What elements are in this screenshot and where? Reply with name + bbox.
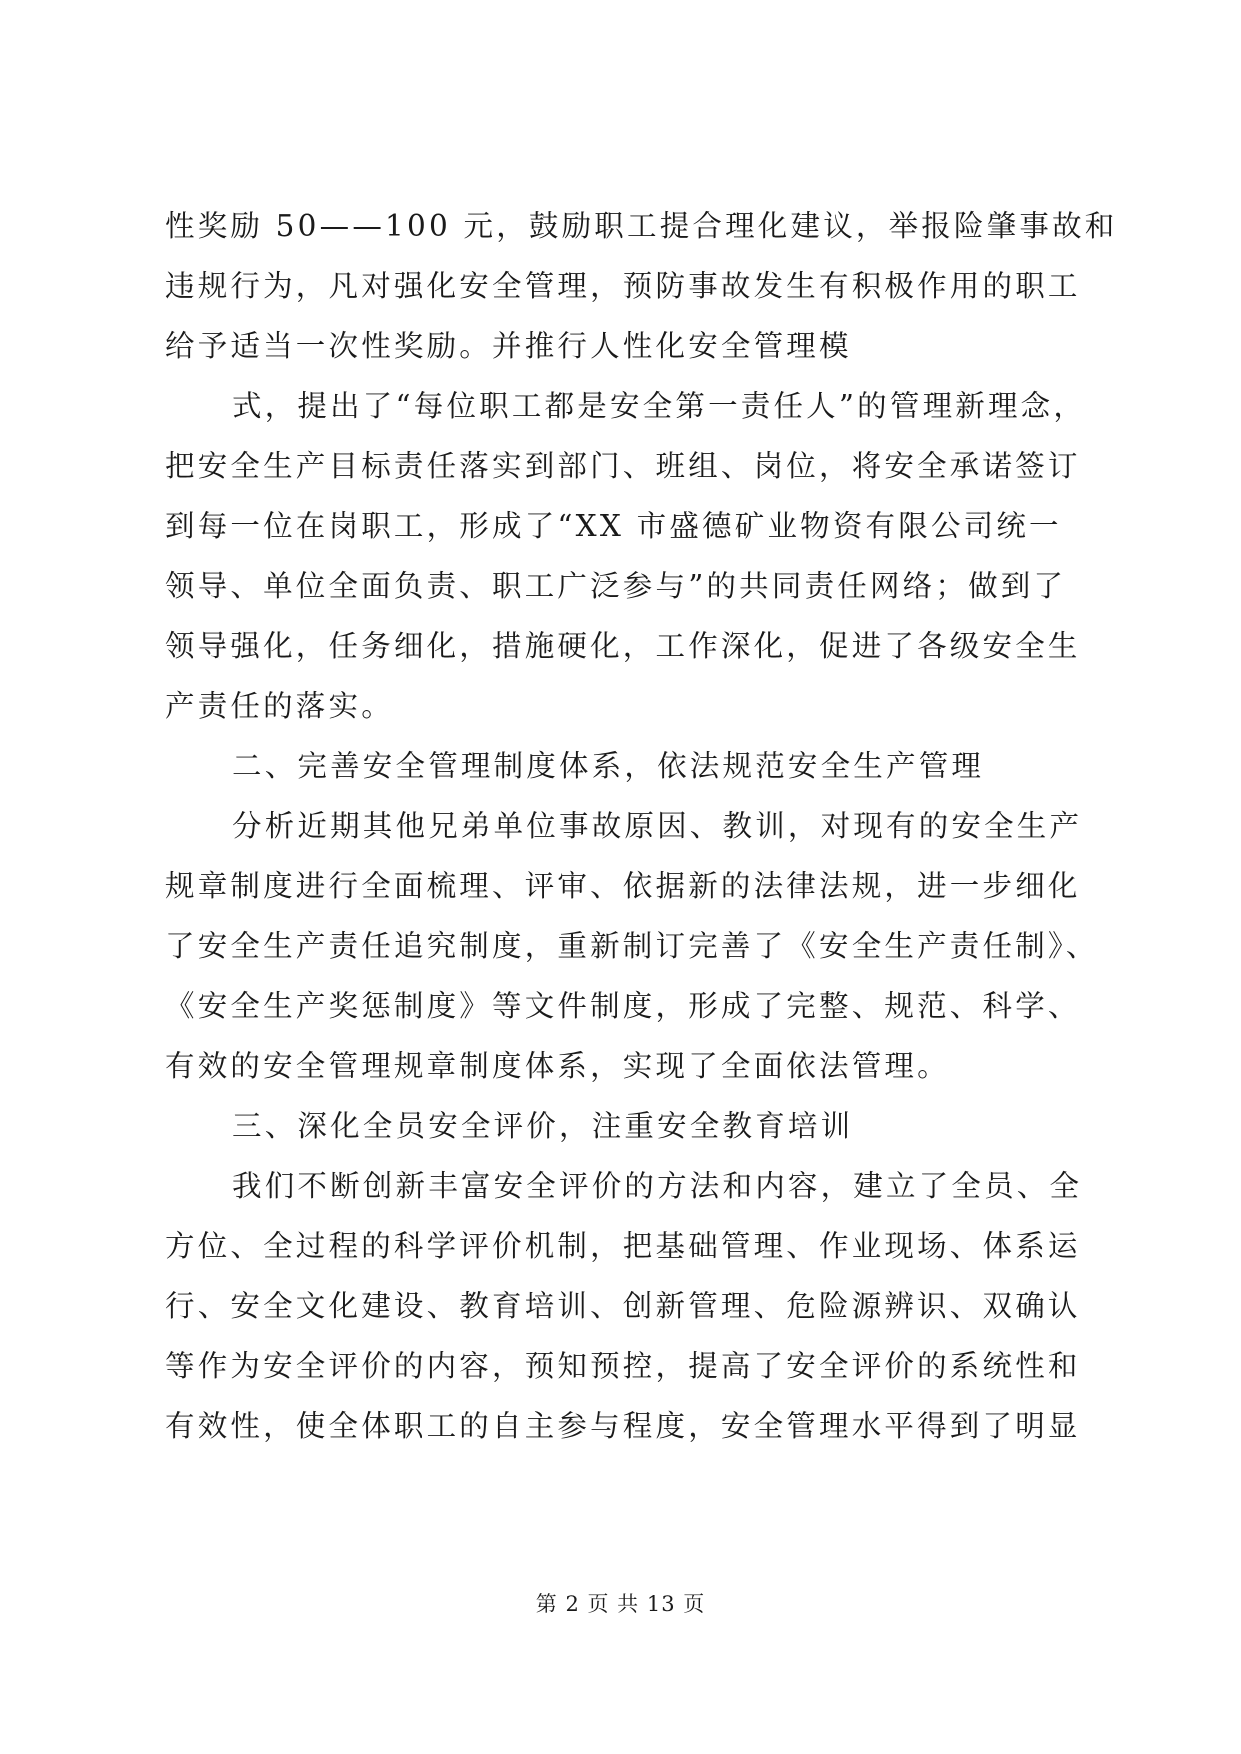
section-heading: 三、深化全员安全评价，注重安全教育培训: [232, 1109, 854, 1143]
body-text-line: 到每一位在岗职工，形成了“XX 市盛德矿业物资有限公司统一: [165, 509, 1062, 543]
body-text-line: 性奖励 50——100 元，鼓励职工提合理化建议，举报险肇事故和: [165, 209, 1118, 243]
body-text-line: 有效性，使全体职工的自主参与程度，安全管理水平得到了明显: [165, 1409, 1081, 1443]
page-number-footer: 第 2 页 共 13 页: [535, 1592, 706, 1616]
body-text-line: 违规行为，凡对强化安全管理，预防事故发生有积极作用的职工: [165, 269, 1081, 303]
body-text-line: 领导、单位全面负责、职工广泛参与”的共同责任网络；做到了: [165, 569, 1067, 603]
section-heading: 二、完善安全管理制度体系，依法规范安全生产管理: [232, 749, 985, 783]
body-text-line: 方位、全过程的科学评价机制，把基础管理、作业现场、体系运: [165, 1229, 1081, 1263]
body-text-line: 我们不断创新丰富安全评价的方法和内容，建立了全员、全: [232, 1169, 1083, 1203]
body-text-line: 了安全生产责任追究制度，重新制订完善了《安全生产责任制》、: [165, 929, 1099, 963]
body-text-line: 《安全生产奖惩制度》等文件制度，形成了完整、规范、科学、: [165, 989, 1081, 1023]
body-text-line: 把安全生产目标责任落实到部门、班组、岗位，将安全承诺签订: [165, 449, 1081, 483]
body-text-line: 分析近期其他兄弟单位事故原因、教训，对现有的安全生产: [232, 809, 1083, 843]
body-text-line: 式，提出了“每位职工都是安全第一责任人”的管理新理念，: [232, 389, 1087, 423]
body-text-line: 有效的安全管理规章制度体系，实现了全面依法管理。: [165, 1049, 950, 1083]
body-text-line: 等作为安全评价的内容，预知预控，提高了安全评价的系统性和: [165, 1349, 1081, 1383]
body-text-line: 产责任的落实。: [165, 689, 394, 723]
body-text-line: 规章制度进行全面梳理、评审、依据新的法律法规，进一步细化: [165, 869, 1081, 903]
body-text-line: 行、安全文化建设、教育培训、创新管理、危险源辨识、双确认: [165, 1289, 1081, 1323]
body-text-line: 给予适当一次性奖励。并推行人性化安全管理模: [165, 329, 852, 363]
body-text-line: 领导强化，任务细化，措施硬化，工作深化，促进了各级安全生: [165, 629, 1081, 663]
